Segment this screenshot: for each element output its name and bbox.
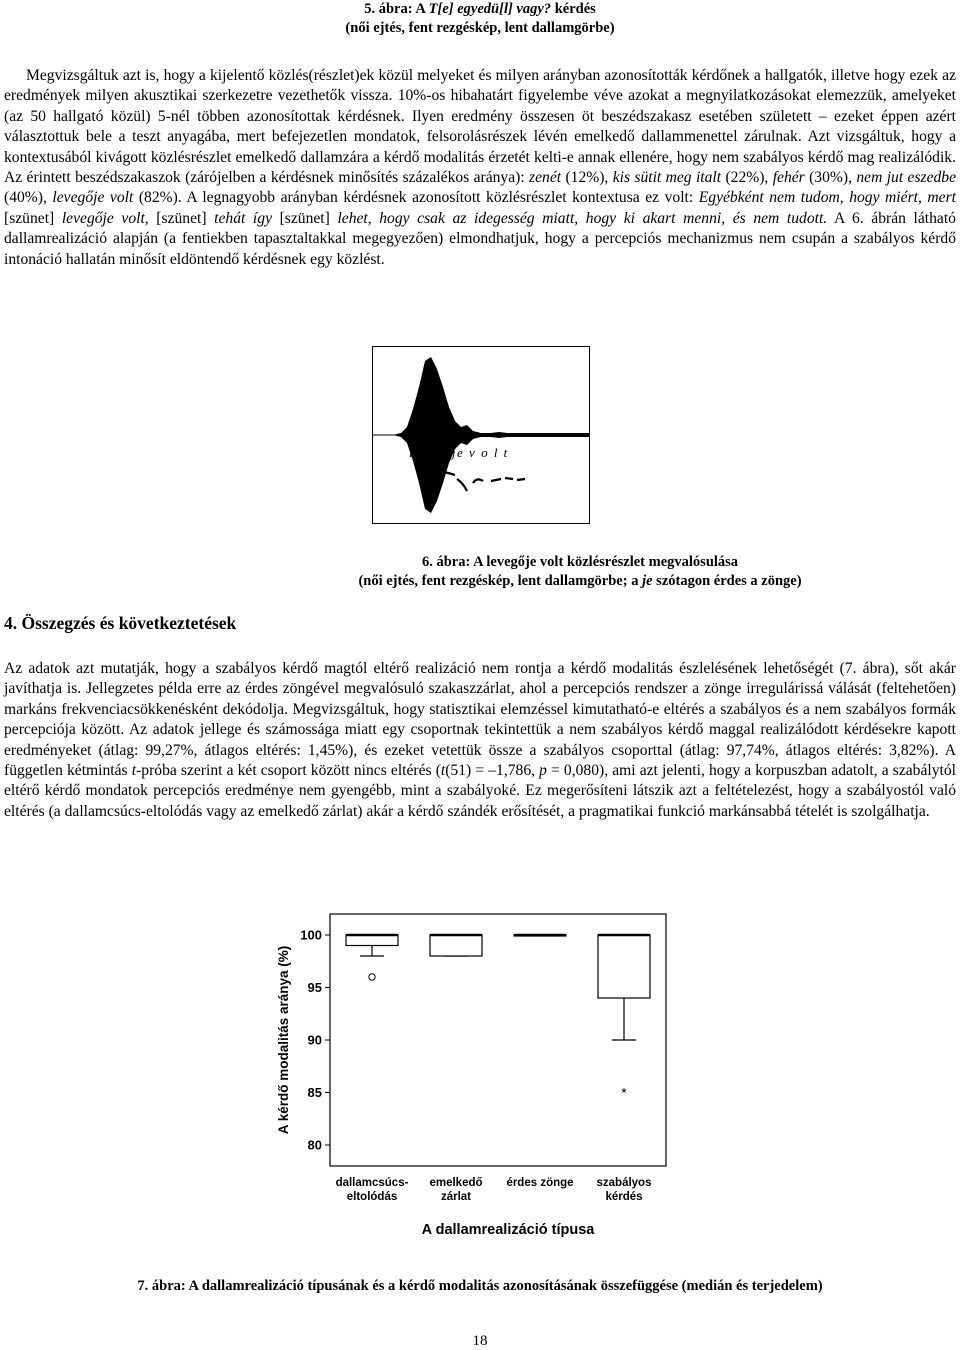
- box-3: [514, 935, 566, 936]
- x-category-label-line: emelkedő: [429, 1177, 483, 1189]
- figure-6-caption-line2: (női ejtés, fent rezgéskép, lent dallamgörbe; a je szótagon érdes a zönge): [358, 573, 802, 589]
- y-tick-label: 85: [307, 1085, 322, 1100]
- x-category-label: [506, 1177, 573, 1189]
- x-category-label-line: kérdés: [605, 1191, 643, 1203]
- boxplot-chart: [268, 908, 678, 1253]
- x-category-label-line: eltolódás: [346, 1191, 398, 1203]
- y-tick-label: 80: [307, 1137, 322, 1153]
- box-body: [346, 935, 398, 946]
- waveform-label: levegője v o l t: [409, 445, 509, 460]
- x-category-label-line: dallamcsúcs-: [335, 1177, 409, 1189]
- box-body: [430, 935, 482, 956]
- figure-6-caption-line1: 6. ábra: A levegője volt közlésrészlet megvalósulása: [421, 554, 739, 570]
- x-category-label: [336, 1177, 409, 1203]
- y-axis-label: A kérdő modalitás aránya (%): [276, 945, 291, 1135]
- y-tick-label: 90: [307, 1032, 322, 1048]
- x-category-label-line: érdes zönge: [506, 1177, 574, 1189]
- figure-7-caption: 7. ábra: A dallamrealizáció típusának és a kérdő modalitás azonosításának összefüggése (medián és terjedelem): [137, 1278, 823, 1294]
- box-1: [346, 935, 398, 980]
- body-paragraph-1: Megvizsgáltuk azt is, hogy a kijelentő közlés(részlet)ek közül melyeket és milyen arányban azonosították kérdőnek a hallgatók, illetve hogy ezek az eredmények milyen akusztikai szerkezetre vezethetők vissza. 10%-os hibahatárt figyelembe véve azokat a megnyilatkozásokat elemezzük, amelyeket (az 50 hallgató közül) 5-nél többen azonosítottak kérdésnek. Ilyen eredmény összesen öt beszédszakasz esetében született – ezeket éppen azért választottuk bele a teszt anyagába, mert befejezetlen mondatok, felsorolásrészek lévén emelkedő dallammenettel zárulnak. Azt vizsgáltuk, hogy a kontextusából kivágott közlésrészlet emelkedő dallamzára a kérdő modalitás érzetét kelti-e annak ellenére, hogy nem szabályos kérdő mag realizálódik. Az érintett beszédszakaszok (zárójelben a kérdésnek minősítés százalékos aránya): zenét (12%), kis sütit meg italt (22%), fehér (30%), nem jut eszedbe (40%), levegője volt (82%). A legnagyobb arányban kérdésnek azonosított közlésrészlet kontextusa ez volt: Egyébként nem tudom, hogy miért, mert [szünet] levegője volt, [szünet] tehát így [szünet] lehet, hogy csak az idegesség miatt, hogy ki akart menni, és nem tudott. A 6. ábrán látható dallamrealizáció alapján (a fentiekben tapasztaltakkal megegyezően) elmondhatjuk, hogy a percepciós mechanizmus nem csupán a szabályos kérdő intonáció hallatán minősít eldöntendő kérdésnek egy közlést.: [4, 67, 957, 268]
- x-axis-label: A dallamrealizáció típusa: [421, 1222, 595, 1238]
- y-tick-label: 100: [300, 927, 322, 943]
- box-body: [598, 935, 650, 998]
- page-number: 18: [472, 1333, 488, 1349]
- y-tick-label: 95: [307, 980, 322, 995]
- x-category-label: [429, 1177, 482, 1203]
- figure-5-caption-line2: (női ejtés, fent rezgéskép, lent dallamgörbe): [345, 20, 615, 36]
- figure-6-caption: [200, 553, 960, 591]
- box-2: [430, 935, 482, 956]
- waveform-figure: [373, 347, 589, 523]
- chart-labels: [276, 928, 651, 1239]
- section-heading: 4. Összegzés és következtetések: [4, 613, 237, 633]
- outlier-star: *: [621, 1084, 627, 1101]
- outlier-circle: [369, 974, 375, 980]
- x-category-label-line: szabályos: [596, 1177, 652, 1189]
- figure-6-image: [372, 346, 590, 524]
- figure-5-caption: [0, 0, 960, 38]
- x-category-label-line: zárlat: [440, 1191, 472, 1203]
- figure-5-caption-line1: 5. ábra: A T[e] egyedü[l] vagy? kérdés: [364, 1, 596, 17]
- x-category-label: [597, 1177, 652, 1203]
- chart-marks: [346, 935, 650, 1101]
- box-4: [598, 935, 650, 1101]
- body-paragraph-2: Az adatok azt mutatják, hogy a szabályos kérdő magtól eltérő realizáció nem rontja a kérdő modalitás észlelésének lehetőségét (7. ábra), sőt akár javíthatja is. Jellegzetes példa erre az érdes zöngével megvalósuló szakaszzárlat, ahol a percepciós rendszer a zönge irregulárissá válását (feltehetően) markáns frekvenciacsökkenésként dekódolja. Megvizsgáltuk, hogy statisztikai elemzéssel kimutatható-e eltérés a szabályos és a nem szabályos formák percepciója között. Az adatok jellege és számossága miatt egy csoportnak tekintettük a nem szabályos kérdő maggal realizálódott kérdésekre kapott eredményeket (átlag: 99,27%, átlagos eltérés: 1,45%), és ezeket vetettük össze a szabályos csoporttal (átlag: 97,74%, átlagos eltérés: 3,82%). A független kétmintás t-próba szerint a két csoport között nincs eltérés (t(51) = –1,786, p = 0,080), ami azt jelenti, hogy a korpuszban adatolt, a szabálytól eltérő kérdő mondatok percepciós eredménye nem gyengébb, mint a szabályoké. Ez megerősíteni látszik azt a feltételezést, hogy a szabályostól való eltérés (a dallamcsúcs-eltolódás vagy az emelkedő zárlat) akár a kérdő szándék erősítését, a pragmatikai funkció markánsabbá tételét is szolgálhatja.: [4, 660, 956, 820]
